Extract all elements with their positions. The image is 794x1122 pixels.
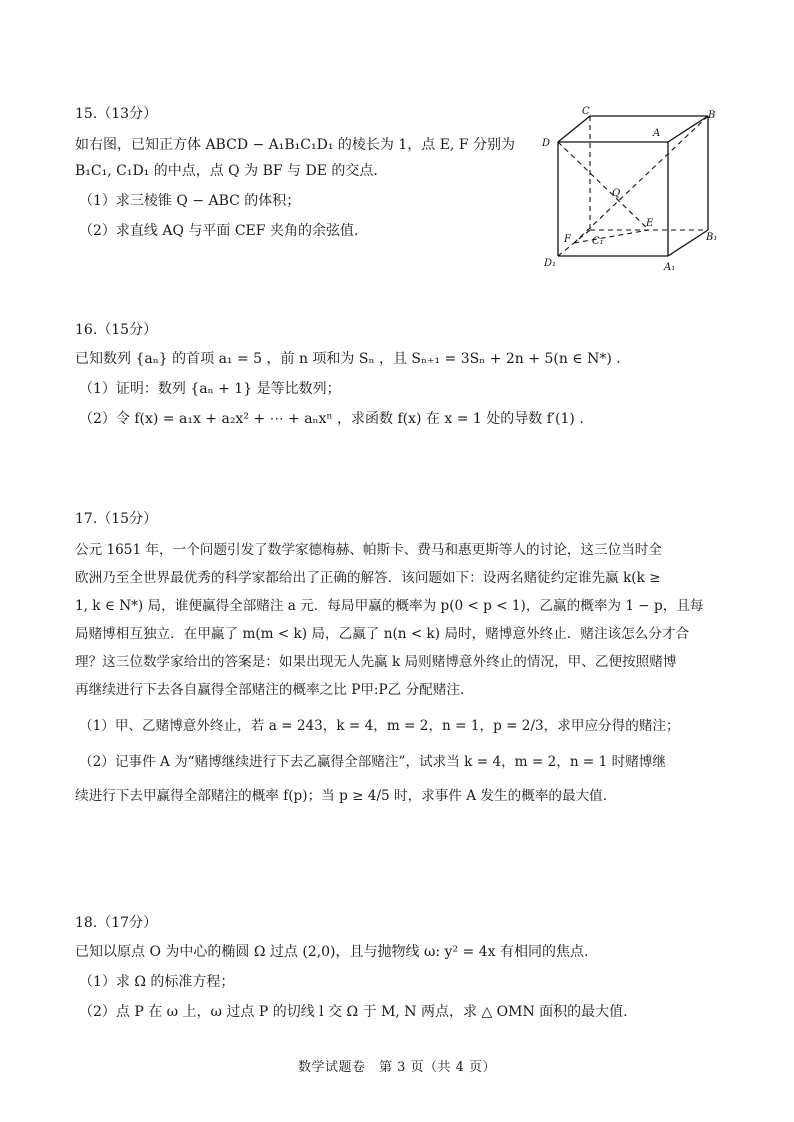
- problem-18: [75, 913, 725, 1023]
- cube-figure: [538, 104, 718, 274]
- label-q: Q: [612, 188, 621, 199]
- label-c: C: [582, 106, 590, 117]
- problem-16-line-1: 已知数列 {aₙ} 的首项 a₁ = 5 ，前 n 项和为 Sₙ ，且 Sₙ₊₁ = 3Sₙ + 2n + 5(n ∈ N*) .: [75, 351, 621, 367]
- problem-17-question-2b: 续进行下去甲赢得全部赌注的概率 f(p)；当 p ≥ 4/5 时，求事件 A 发生的概率的最大值.: [75, 788, 608, 804]
- segment-e-f: [574, 230, 649, 243]
- problem-17-line-1: 公元 1651 年，一个问题引发了数学家德梅赫、帕斯卡、费马和惠更斯等人的讨论，这三位当时全: [75, 542, 662, 558]
- edge-d-c: [558, 116, 590, 142]
- label-f: F: [564, 234, 571, 245]
- problem-15-heading: 15.（13分）: [75, 106, 158, 122]
- problem-17-line-5: 理？这三位数学家给出的答案是：如果出现无人先赢 k 局则赌博意外终止的情况，甲、乙便按照赌博: [75, 654, 677, 670]
- problem-16-heading: 16.（15分）: [75, 322, 158, 338]
- problem-17-question-2a: （2）记事件 A 为“赌博继续进行下去乙赢得全部赌注”，试求当 k = 4，m = 2，n = 1 时赌博继: [79, 754, 666, 770]
- problem-17-line-4: 局赌博相互独立．在甲赢了 m(m < k) 局，乙赢了 n(n < k) 局时，赌博意外终止．赌注该怎么分才合: [75, 626, 690, 642]
- label-b: B: [708, 110, 716, 121]
- segment-d-e: [558, 142, 649, 230]
- problem-17-heading: 17.（15分）: [75, 511, 158, 527]
- problem-18-heading: 18.（17分）: [75, 915, 158, 931]
- label-e: E: [646, 218, 654, 229]
- label-c1: C₁: [592, 236, 604, 247]
- edge-a-b: [668, 116, 708, 142]
- label-a1: A₁: [664, 262, 676, 273]
- problem-15-question-1: （1）求三棱锥 Q − ABC 的体积；: [79, 193, 301, 209]
- problem-18-question-2: （2）点 P 在 ω 上，ω 过点 P 的切线 l 交 Ω 于 M, N 两点，求 △ OMN 面积的最大值.: [79, 1004, 628, 1020]
- problem-17-question-1: （1）甲、乙赌博意外终止，若 a = 243，k = 4，m = 2，n = 1，p = 2/3，求甲应分得的赌注；: [79, 718, 680, 734]
- label-d1: D₁: [544, 258, 557, 269]
- problem-15: [75, 104, 535, 242]
- segment-b-f: [574, 116, 708, 243]
- problem-17-line-2: 欧洲乃至全世界最优秀的科学家都给出了正确的解答．该问题如下：设两名赌徒约定谁先赢 k(k ≥: [75, 570, 661, 586]
- problem-17-line-3: 1, k ∈ N*) 局，谁便赢得全部赌注 a 元．每局甲赢的概率为 p(0 < p < 1)，乙赢的概率为 1 − p，且每: [75, 598, 704, 614]
- problem-16: [75, 320, 725, 430]
- problem-15-question-2: （2）求直线 AQ 与平面 CEF 夹角的余弦值.: [79, 223, 359, 239]
- label-b1: B₁: [706, 232, 718, 243]
- problem-18-line-1: 已知以原点 O 为中心的椭圆 Ω 过点 (2,0)，且与抛物线 ω: y² = 4x 有相同的焦点.: [75, 944, 589, 960]
- problem-17: [75, 509, 725, 807]
- page-footer: 数学试题卷 第 3 页（共 4 页）: [297, 1060, 497, 1075]
- problem-16-question-2: （2）令 f(x) = a₁x + a₂x² + ⋯ + aₙxⁿ ，求函数 f(x) 在 x = 1 处的导数 f′(1) .: [79, 411, 584, 427]
- label-a: A: [653, 128, 661, 139]
- problem-15-line-2: B₁C₁, C₁D₁ 的中点，点 Q 为 BF 与 DE 的交点.: [75, 163, 378, 179]
- problem-16-question-1: （1）证明：数列 {aₙ + 1} 是等比数列；: [79, 381, 341, 397]
- problem-15-line-1: 如右图，已知正方体 ABCD − A₁B₁C₁D₁ 的棱长为 1，点 E, F 分别为: [75, 137, 516, 153]
- label-d: D: [542, 138, 551, 149]
- problem-18-question-1: （1）求 Ω 的标准方程；: [79, 974, 235, 990]
- problem-17-line-6: 再继续进行下去各自赢得全部赌注的概率之比 P甲:P乙 分配赌注.: [75, 682, 465, 698]
- edge-a1-b1: [668, 230, 708, 256]
